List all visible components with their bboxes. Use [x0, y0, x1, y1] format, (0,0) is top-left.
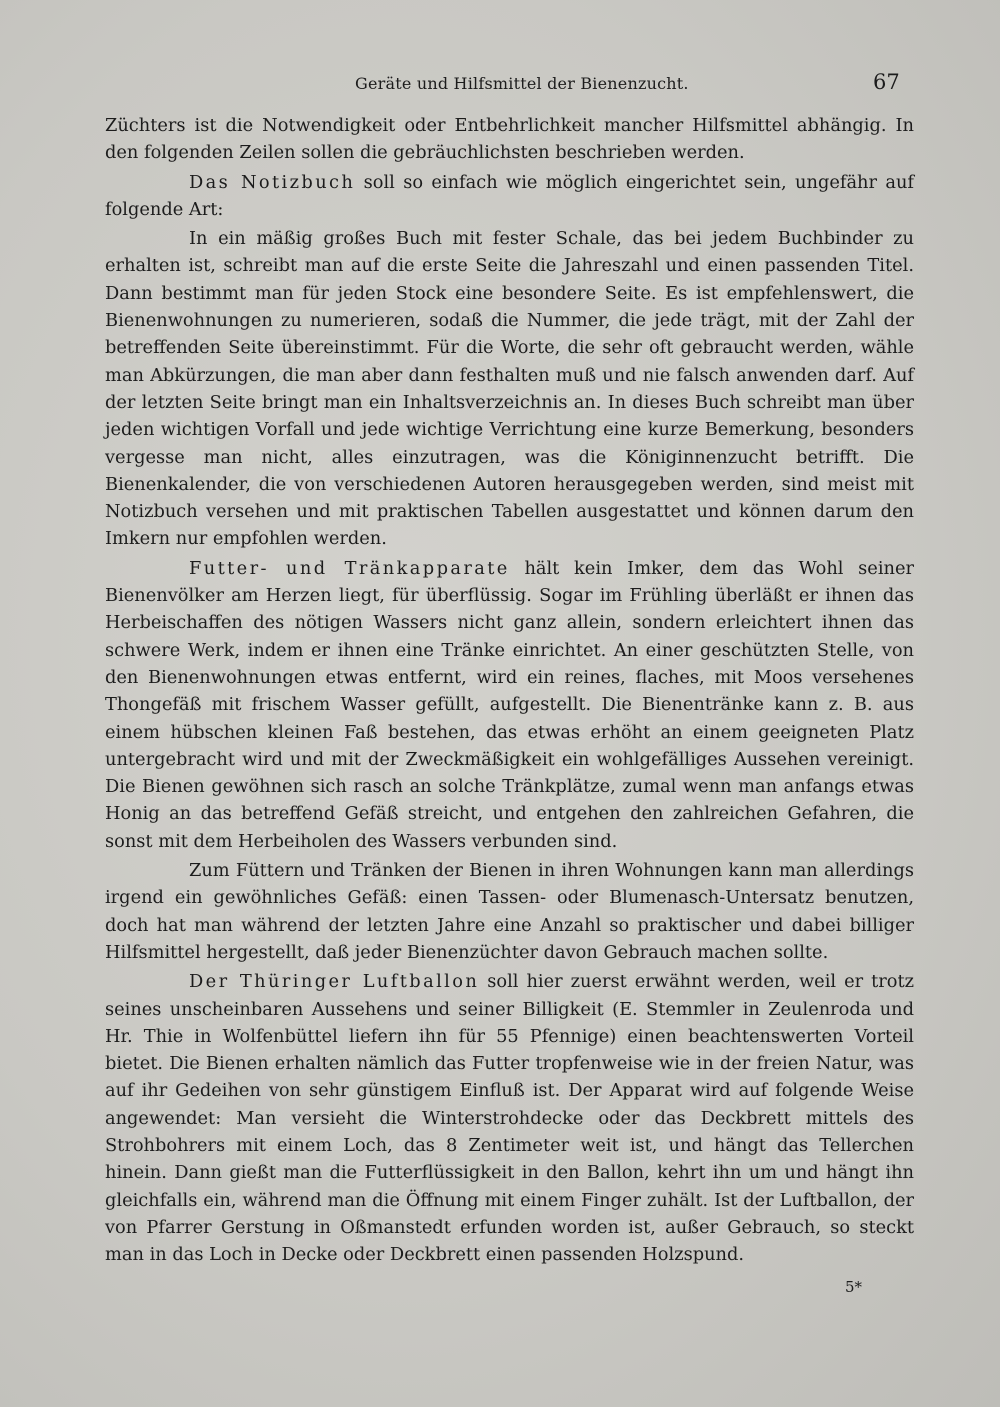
paragraph-text: In ein mäßig großes Buch mit fester Schale, das bei jedem Buchbinder zu erhalten ist, schreibt man auf die erste Seite die Jahreszahl und einen passenden Titel. Dann bestimmt man für jeden Stock eine besondere Seite. Es ist empfehlenswert, die Bienenwohnungen zu numerieren, sodaß die Nummer, die jede trägt, mit der Zahl der betreffenden Seite übereinstimmt. Für die Worte, die sehr oft gebraucht werden, wähle man Abkürzungen, die man aber dann festhalten muß und nie falsch anwenden darf. Auf der letzten Seite bringt man ein Inhaltsverzeichnis an. In dieses Buch schreibt man über jeden wichtigen Vorfall und jede wichtige Verrichtung eine kurze Bemerkung, besonders vergesse man nicht, alles einzutragen, was die Königinnenzucht betrifft. Die Bienenkalender, die von verschiedenen Autoren herausgegeben werden, sind meist mit Notizbuch versehen und mit praktischen Tabellen ausgestattet und können darum den Imkern nur empfohlen werden. — [105, 228, 914, 550]
page-number: 67 — [873, 70, 900, 94]
paragraph — [105, 225, 914, 553]
paragraph — [105, 169, 914, 224]
paragraph — [105, 555, 914, 855]
paragraph — [105, 857, 914, 966]
body-text — [105, 112, 914, 1270]
paragraph-text: Zum Füttern und Tränken der Bienen in ihren Wohnungen kann man allerdings irgend ein gewöhnliches Gefäß: einen Tassen- oder Blumenasch-Untersatz benutzen, doch hat man während der letzten Jahre eine Anzahl so praktischer und dabei billiger Hilfsmittel hergestellt, daß jeder Bienenzüchter davon Gebrauch machen sollte. — [105, 860, 914, 963]
paragraph-text: soll hier zuerst erwähnt werden, weil er trotz seines unscheinbaren Aussehens und seiner Billigkeit (E. Stemmler in Zeulenroda und Hr. Thie in Wolfenbüttel liefern ihn für 55 Pfennige) einen beachtenswerten Vorteil bietet. Die Bienen erhalten nämlich das Futter tropfenweise wie in der freien Natur, was auf ihr Gedeihen von sehr günstigem Einfluß ist. Der Apparat wird auf folgende Weise angewendet: Man versieht die Winterstrohdecke oder das Deckbrett mittels des Strohbohrers mit einem Loch, das 8 Zentimeter weit ist, und hängt das Tellerchen hinein. Dann gießt man die Futterflüssigkeit in den Ballon, kehrt ihn um und hängt ihn gleichfalls ein, während man die Öffnung mit einem Finger zuhält. Ist der Luftballon, der von Pfarrer Gerstung in Oßmanstedt erfunden worden ist, außer Gebrauch, so steckt man in das Loch in Decke oder Deckbrett einen passenden Holzspund. — [105, 971, 914, 1266]
paragraph-text: soll so einfach wie möglich eingerichtet sein, ungefähr auf folgende Art: — [105, 171, 914, 220]
emphasized-term: Der Thüringer Luftballon — [189, 971, 480, 993]
signature-mark: 5* — [845, 1278, 863, 1296]
running-title: Geräte und Hilfsmittel der Bienenzucht. — [355, 74, 689, 93]
paragraph — [105, 968, 914, 1268]
paragraph — [105, 112, 914, 167]
emphasized-term: Das Notizbuch — [189, 171, 356, 193]
emphasized-term: Futter- und Tränkapparate — [189, 557, 510, 579]
paragraph-text: hält kein Imker, dem das Wohl seiner Bienenvölker am Herzen liegt, für überflüssig. Sogar im Frühling überläßt er ihnen das Herbeischaffen des nötigen Wassers nicht ganz allein, sondern erleichtert ihnen das schwere Werk, indem er ihnen eine Tränke einrichtet. An einer geschützten Stelle, von den Bienenwohnungen etwas entfernt, wird ein reines, flaches, mit Moos versehenes Thongefäß mit frischem Wasser gefüllt, aufgestellt. Die Bienentränke kann z. B. aus einem hübschen kleinen Faß bestehen, das etwas erhöht an einem geeigneten Platz untergebracht wird und mit der Zweckmäßigkeit ein wohlgefälliges Aussehen vereinigt. Die Bienen gewöhnen sich rasch an solche Tränkplätze, zumal wenn man anfangs etwas Honig an das betreffend Gefäß streicht, und entgehen den zahlreichen Gefahren, die sonst mit dem Herbeiholen des Wassers verbunden sind. — [105, 557, 914, 852]
paragraph-text: Züchters ist die Notwendigkeit oder Entbehrlichkeit mancher Hilfsmittel abhängig. In den folgenden Zeilen sollen die gebräuchlichsten beschrieben werden. — [105, 115, 914, 164]
